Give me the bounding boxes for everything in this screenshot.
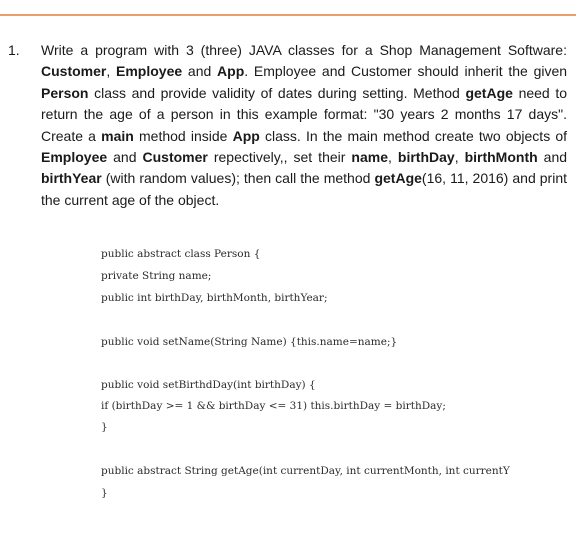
q-text: class and provide validity of dates during setting. Method xyxy=(94,84,460,101)
q-birthday: birthDay xyxy=(397,149,455,166)
q-getage: getAge xyxy=(465,84,513,101)
q-customer: Customer xyxy=(142,149,208,166)
q-birthmonth: birthMonth xyxy=(464,149,538,166)
q-text: . Employee and Customer should inherit the given xyxy=(244,63,568,80)
top-rule xyxy=(0,14,576,16)
code-line-setbirthday: public void setBirthdDay(int birthDay) { xyxy=(101,379,316,391)
q-text: class. In the main method create two objects of xyxy=(265,127,568,144)
question-text xyxy=(41,40,567,211)
q-employee: Employee xyxy=(116,63,183,80)
q-comma: , xyxy=(454,149,459,166)
code-line-setname: public void setName(String Name) {this.name=name;} xyxy=(101,336,398,348)
q-main: main xyxy=(101,127,134,144)
code-line-class-decl: public abstract class Person { xyxy=(101,248,261,260)
code-line-name-field: private String name; xyxy=(101,270,212,282)
q-text: method inside xyxy=(139,127,228,144)
q-text: and xyxy=(113,149,137,166)
q-person: Person xyxy=(41,84,89,101)
q-text: need to return the age of a person in this example format: "30 years 2 months 17 days". Create a xyxy=(41,84,568,144)
q-customer: Customer xyxy=(41,63,107,80)
code-line-date-fields: public int birthDay, birthMonth, birthYear; xyxy=(101,292,328,304)
q-name: name xyxy=(351,149,388,166)
q-text: and xyxy=(187,63,212,80)
code-line-close-brace: } xyxy=(101,421,108,433)
code-line-final-brace: } xyxy=(101,487,108,499)
q-text: and xyxy=(543,149,568,166)
q-birthyear: birthYear xyxy=(41,170,102,187)
q-app: App xyxy=(232,127,260,144)
q-text: Write a program with 3 (three) JAVA classes for a Shop Management Software: xyxy=(41,42,567,58)
q-text: (16, 11, 2016) and print the current age of the object. xyxy=(41,170,568,208)
code-line-getage: public abstract String getAge(int currentDay, int currentMonth, int currentY xyxy=(101,465,510,477)
q-comma: , xyxy=(106,63,111,80)
q-comma: , xyxy=(388,149,392,166)
q-text: repectively,, set their xyxy=(213,149,346,166)
q-getage: getAge xyxy=(374,170,422,187)
q-text: (with random values); then call the method xyxy=(105,170,371,187)
code-line-if-check: if (birthDay >= 1 && birthDay <= 31) this.birthDay = birthDay; xyxy=(101,400,446,412)
q-app: App xyxy=(217,63,245,80)
q-employee: Employee xyxy=(41,149,108,166)
item-number: 1. xyxy=(8,42,20,58)
